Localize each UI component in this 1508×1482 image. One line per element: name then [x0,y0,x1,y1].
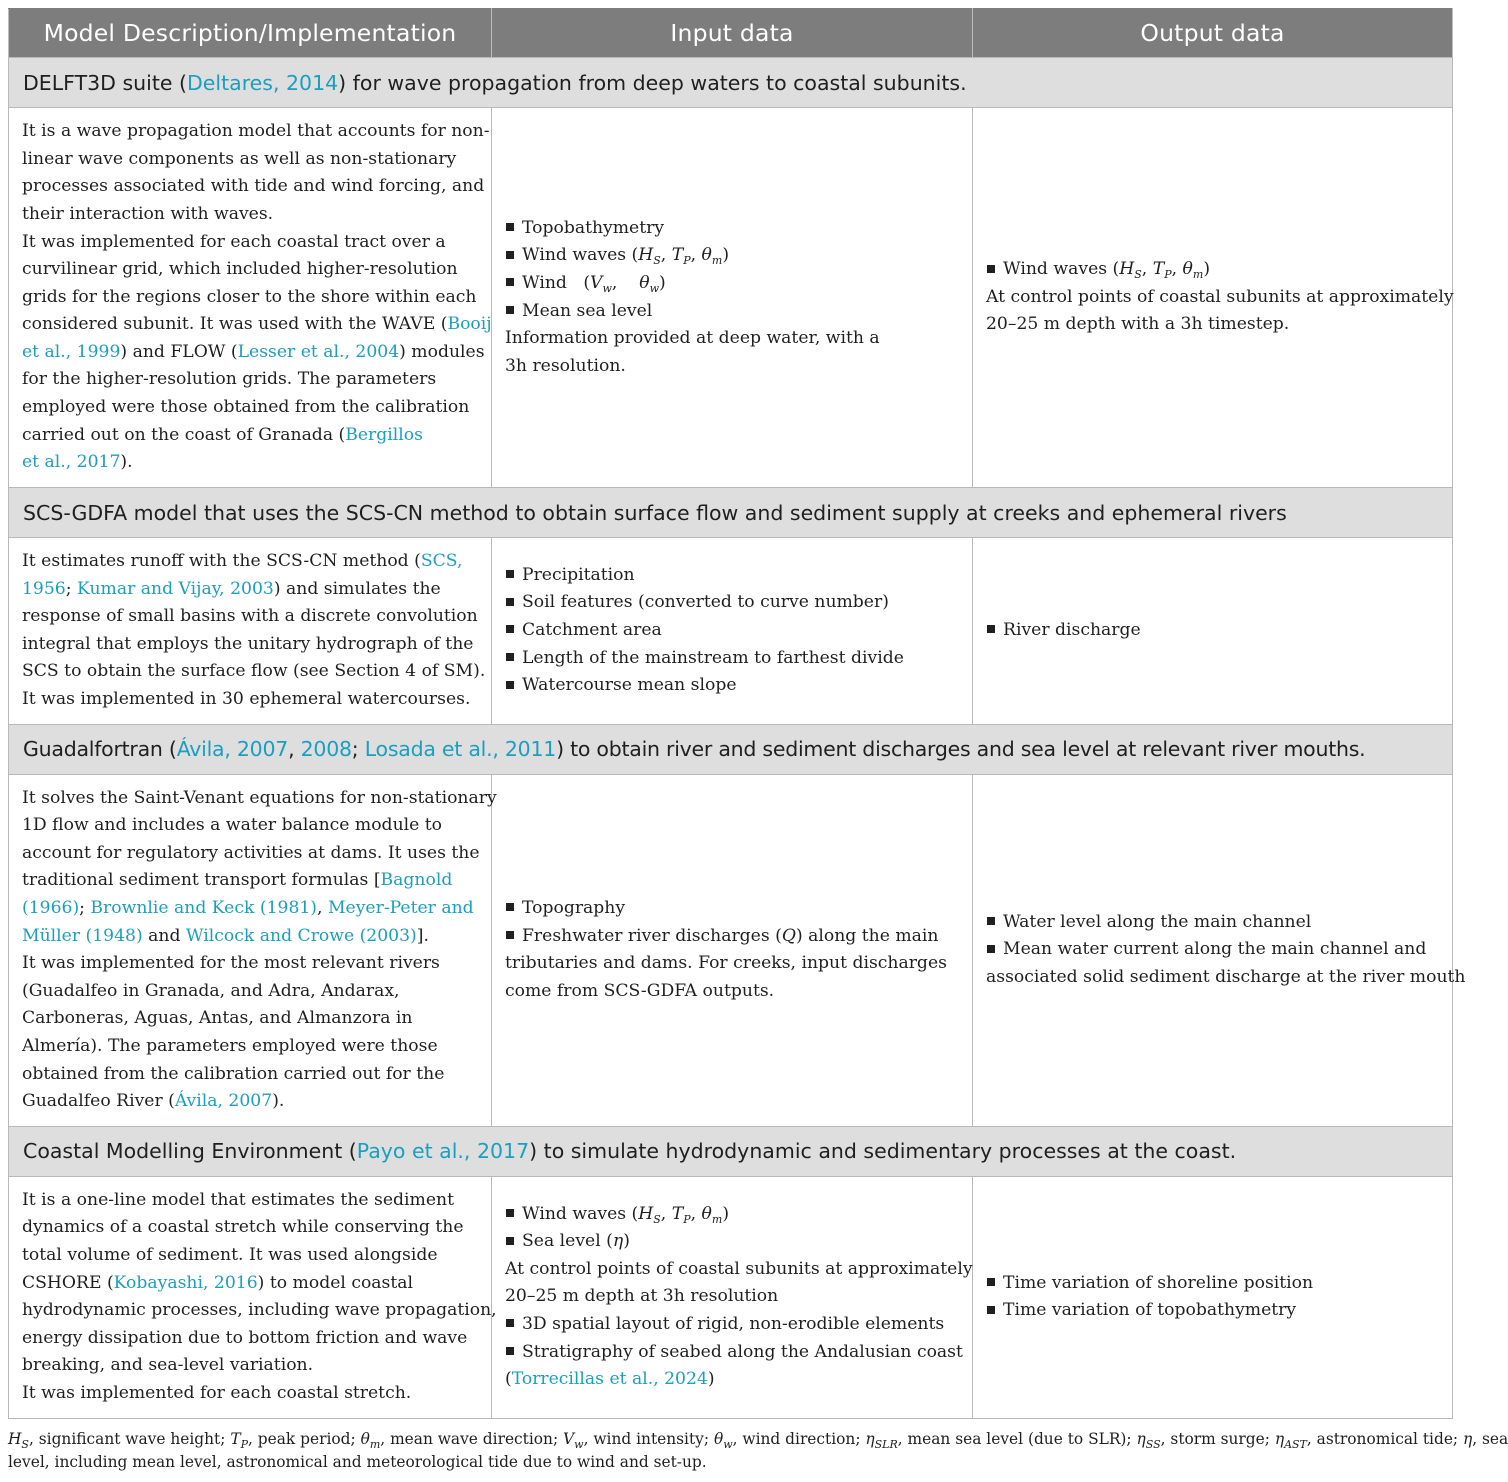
input-cell: Precipitation Soil features (converted to curve number) Catchment area Length of the mainstream to farthest divide Watercourse mean slope [492,538,973,725]
bullet-icon [506,1347,514,1355]
header-row [9,9,1453,58]
description-cell: It estimates runoff with the SCS-CN method (SCS, 1956; Kumar and Vijay, 2003) and simulates the response of small basins with a discrete convolution integral that employs the unitary hydrograph of the SCS to obtain the surface flow (see Section 4 of SM). It was implemented in 30 ephemeral watercourses. [9,538,492,725]
description-cell: It solves the Saint-Venant equations for non-stationary 1D flow and includes a water balance module to account for regulatory activities at dams. It uses the traditional sediment transport formulas [Bagnold (1966); Brownlie and Keck (1981), Meyer-Peter and Müller (1948) and Wilcock and Crowe (2003)]. It was implemented for the most relevant rivers (Guadalfeo in Granada, and Adra, Andarax, Carboneras, Aguas, Antas, and Almanzora in Almería). The parameters employed were those obtained from the calibration carried out for the Guadalfeo River (Ávila, 2007). [9,774,492,1126]
bullet-icon [506,598,514,606]
table-row-cme [9,1176,1453,1418]
section-row-guadalfortran [9,724,1453,774]
bullet-icon [987,917,995,925]
citation-link[interactable]: SCS, [420,551,463,571]
section-title-guadalfortran: Guadalfortran (Ávila, 2007, 2008; Losada et al., 2011) to obtain river and sediment discharges and sea level at relevant river mouths. [9,724,1453,774]
section-row-cme [9,1126,1453,1176]
table-row-scs-gdfa [9,538,1453,725]
citation-link[interactable]: Torrecillas et al., 2024 [511,1369,708,1390]
citation-link[interactable]: et al., 1999 [22,341,121,362]
bullet-icon [506,1319,514,1327]
citation-link[interactable]: Kumar and Vijay, 2003 [77,578,274,599]
bullet-icon [506,931,514,939]
section-title-delft3d: DELFT3D suite (Deltares, 2014) for wave propagation from deep waters to coastal subunits. [9,58,1453,108]
citation-link[interactable]: Müller (1948) [22,925,143,946]
header-input-data: Input data [492,9,973,58]
citation-link[interactable]: Ávila, 2007 [174,1091,273,1112]
bullet-icon [506,278,514,286]
table-row-guadalfortran [9,774,1453,1126]
output-cell: Water level along the main channel Mean water current along the main channel and associated solid sediment discharge at the river mouth [973,774,1453,1126]
bullet-icon [506,903,514,911]
model-table-container [8,8,1466,1419]
model-table [8,8,1466,1419]
section-row-delft3d [9,58,1453,108]
section-title-cme: Coastal Modelling Environment (Payo et al., 2017) to simulate hydrodynamic and sedimentary processes at the coast. [9,1126,1453,1176]
citation-link[interactable]: Losada et al., 2011 [364,737,557,762]
citation-link[interactable]: 2008 [300,737,352,762]
bullet-icon [987,1278,995,1286]
citation-link[interactable]: Payo et al., 2017 [356,1139,530,1164]
description-cell: It is a one-line model that estimates the sediment dynamics of a coastal stretch while conserving the total volume of sediment. It was used alongside CSHORE (Kobayashi, 2016) to model coastal hydrodynamic processes, including wave propagation, energy dissipation due to bottom friction and wave breaking, and sea-level variation. It was implemented for each coastal stretch. [9,1176,492,1418]
citation-link[interactable]: Ávila, 2007 [176,737,289,762]
bullet-icon [506,653,514,661]
citation-link[interactable]: Wilcock and Crowe (2003) [185,925,417,946]
citation-link[interactable]: Lesser et al., 2004 [237,341,400,362]
bullet-icon [987,625,995,633]
bullet-icon [506,1237,514,1245]
citation-link[interactable]: Kobayashi, 2016 [113,1272,258,1293]
bullet-icon [987,1306,995,1314]
bullet-icon [506,625,514,633]
bullet-icon [987,945,995,953]
citation-link[interactable]: Booij [447,314,492,335]
citation-link[interactable]: Bagnold [380,870,453,891]
bullet-icon [506,223,514,231]
citation-link[interactable]: 1956 [22,578,66,599]
bullet-icon [506,306,514,314]
bullet-icon [506,251,514,259]
citation-link[interactable]: Bergillos [345,424,423,445]
bullet-icon [506,681,514,689]
section-title-scs-gdfa: SCS-GDFA model that uses the SCS-CN method to obtain surface flow and sediment supply at creeks and ephemeral rivers [9,488,1453,538]
bullet-icon [987,265,995,273]
citation-link[interactable]: et al., 2017 [22,452,121,473]
input-cell: Topobathymetry Wind waves ($H_S$, $T_P$, $\theta_m$) Wind ($V_w$, $\theta_w$) Mean sea level Information provided at deep water, with a 3h resolution. [492,108,973,488]
citation-link[interactable]: Meyer-Peter and [327,897,474,918]
bullet-icon [506,570,514,578]
input-cell: Topography Freshwater river discharges (Q) along the main tributaries and dams. For creeks, input discharges come from SCS-GDFA outputs. [492,774,973,1126]
citation-link[interactable]: (1966) [22,897,80,918]
section-row-scs-gdfa [9,488,1453,538]
output-cell: Time variation of shoreline position Time variation of topobathymetry [973,1176,1453,1418]
output-cell: Wind waves ($H_S$, $T_P$, $\theta_m$) At control points of coastal subunits at approximately 20–25 m depth with a 3h timestep. [973,108,1453,488]
table-footnote: $H_S$, significant wave height; $T_P$, peak period; $\theta_m$, mean wave direction; $V_w$, wind intensity; $\theta_w$, wind direction; $\eta_{SLR}$, mean sea level (due to SLR); $\eta_{SS}$, storm surge; $\eta_{AST}$, astronomical tide; η, sea level, including mean level, astronomical and meteorological tide due to wind and set-up. [8,1430,1508,1471]
description-cell: It is a wave propagation model that accounts for non- linear wave components as well as non-stationary processes associated with tide and wind forcing, and their interaction with waves. It was implemented for each coastal tract over a curvilinear grid, which included higher-resolution grids for the regions closer to the shore within each considered subunit. It was used with the WAVE (Booij et al., 1999) and FLOW (Lesser et al., 2004) modules for the higher-resolution grids. The parameters employed were those obtained from the calibration carried out on the coast of Granada (Bergillos et al., 2017). [9,108,492,488]
citation-link[interactable]: Brownlie and Keck (1981) [90,897,318,918]
header-output-data: Output data [973,9,1453,58]
citation-link[interactable]: Deltares, 2014 [187,70,339,95]
output-cell: River discharge [973,538,1453,725]
bullet-icon [506,1209,514,1217]
table-row-delft3d [9,108,1453,488]
header-model-description: Model Description/Implementation [9,9,492,58]
input-cell: Wind waves ($H_S$, $T_P$, $\theta_m$) Sea level (η) At control points of coastal subunits at approximately 20–25 m depth at 3h resolution 3D spatial layout of rigid, non-erodible elements Stratigraphy of seabed along the Andalusian coast (Torrecillas et al., 2024) [492,1176,973,1418]
